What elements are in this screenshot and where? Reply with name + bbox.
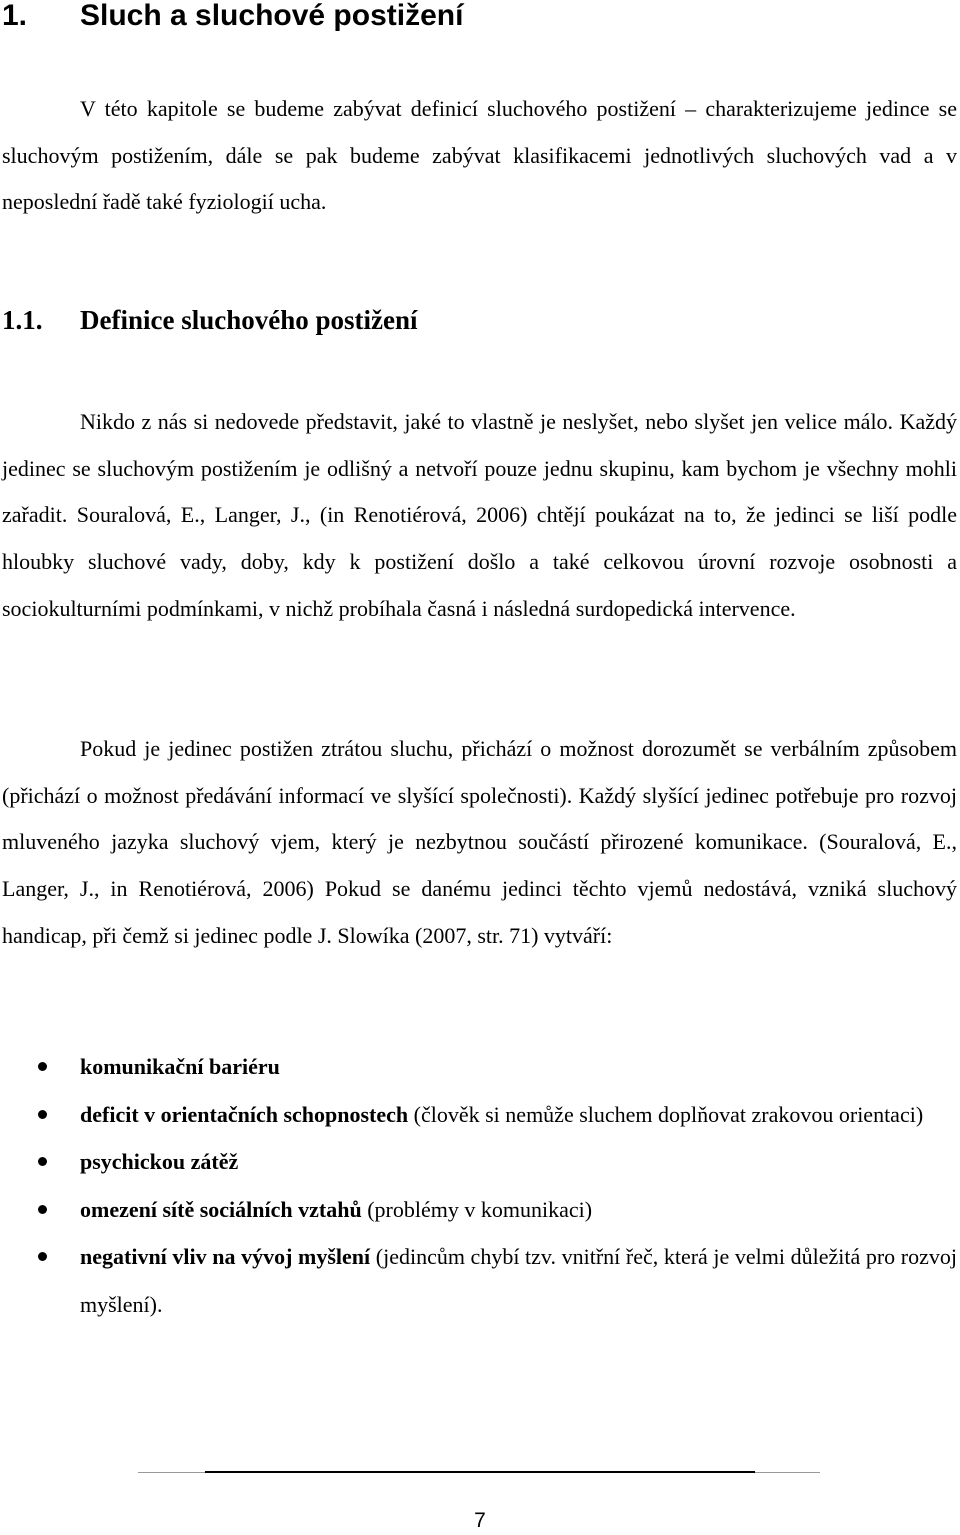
- bullet-icon: [38, 1110, 47, 1119]
- list-item-term: psychickou zátěž: [80, 1149, 239, 1174]
- page-number: 7: [474, 1509, 486, 1532]
- list-item: [0, 1233, 957, 1328]
- list-item: [0, 1186, 957, 1234]
- section-number: 1.1.: [2, 305, 43, 335]
- footer-rule: [205, 1471, 755, 1473]
- chapter-title: Sluch a sluchové postižení: [80, 0, 464, 32]
- section-heading: [2, 298, 418, 342]
- list-item: [0, 1091, 957, 1139]
- list-item-term: negativní vliv na vývoj myšlení: [80, 1244, 371, 1269]
- list-item-term: komunikační bariéru: [80, 1054, 280, 1079]
- bullet-list: [0, 1043, 957, 1328]
- list-item-term: omezení sítě sociálních vztahů: [80, 1196, 362, 1222]
- body-paragraph: Nikdo z nás si nedovede představit, jaké to vlastně je neslyšet, nebo slyšet jen velice málo. Každý jedinec se sluchovým postižením je odlišný a netvoří pouze jednu skupinu, kam bychom je všechny mohli zařadit. Souralová, E., Langer, J., (in Renotiérová, 2006) chtějí poukázat na to, že jedinci se liší podle hloubky sluchové vady, doby, kdy k postižení došlo a také celkovou úrovní rozvoje osobnosti a sociokulturními podmínkami, v nichž probíhala časná i následná surdopedická intervence.: [2, 409, 957, 621]
- list-item-term: deficit v orientačních schopnostech: [80, 1101, 409, 1127]
- section-title: Definice sluchového postižení: [80, 305, 418, 335]
- list-item: [0, 1138, 957, 1186]
- bullet-icon: [38, 1205, 47, 1214]
- list-item-description: (člověk si nemůže sluchem doplňovat zrakovou orientaci): [408, 1101, 924, 1127]
- bullet-icon: [38, 1252, 47, 1261]
- bullet-icon: [38, 1062, 47, 1071]
- bullet-icon: [38, 1157, 47, 1166]
- chapter-number: 1.: [2, 0, 28, 32]
- chapter-heading: [2, 0, 463, 38]
- list-item: [0, 1043, 957, 1091]
- list-item-description: (jedincům chybí tzv. vnitřní řeč, která je velmi důležitá pro rozvoj myšlení).: [80, 1244, 957, 1317]
- intro-paragraph: V této kapitole se budeme zabývat definicí sluchového postižení – charakterizujeme jedince se sluchovým postižením, dále se pak budeme zabývat klasifikacemi jednotlivých sluchových vad a v neposlední řadě také fyziologií ucha.: [2, 96, 957, 215]
- body-paragraph: Pokud je jedinec postižen ztrátou sluchu, přichází o možnost dorozumět se verbálním způsobem (přichází o možnost předávání informací ve slyšící společnosti). Každý slyšící jedinec potřebuje pro rozvoj mluveného jazyka sluchový vjem, který je nezbytnou součástí přirozené komunikace. (Souralová, E., Langer, J., in Renotiérová, 2006) Pokud se danému jedinci těchto vjemů nedostává, vzniká sluchový handicap, při čemž si jedinec podle J. Slowíka (2007, str. 71) vytváří:: [2, 736, 957, 948]
- list-item-description: (problémy v komunikaci): [361, 1196, 593, 1222]
